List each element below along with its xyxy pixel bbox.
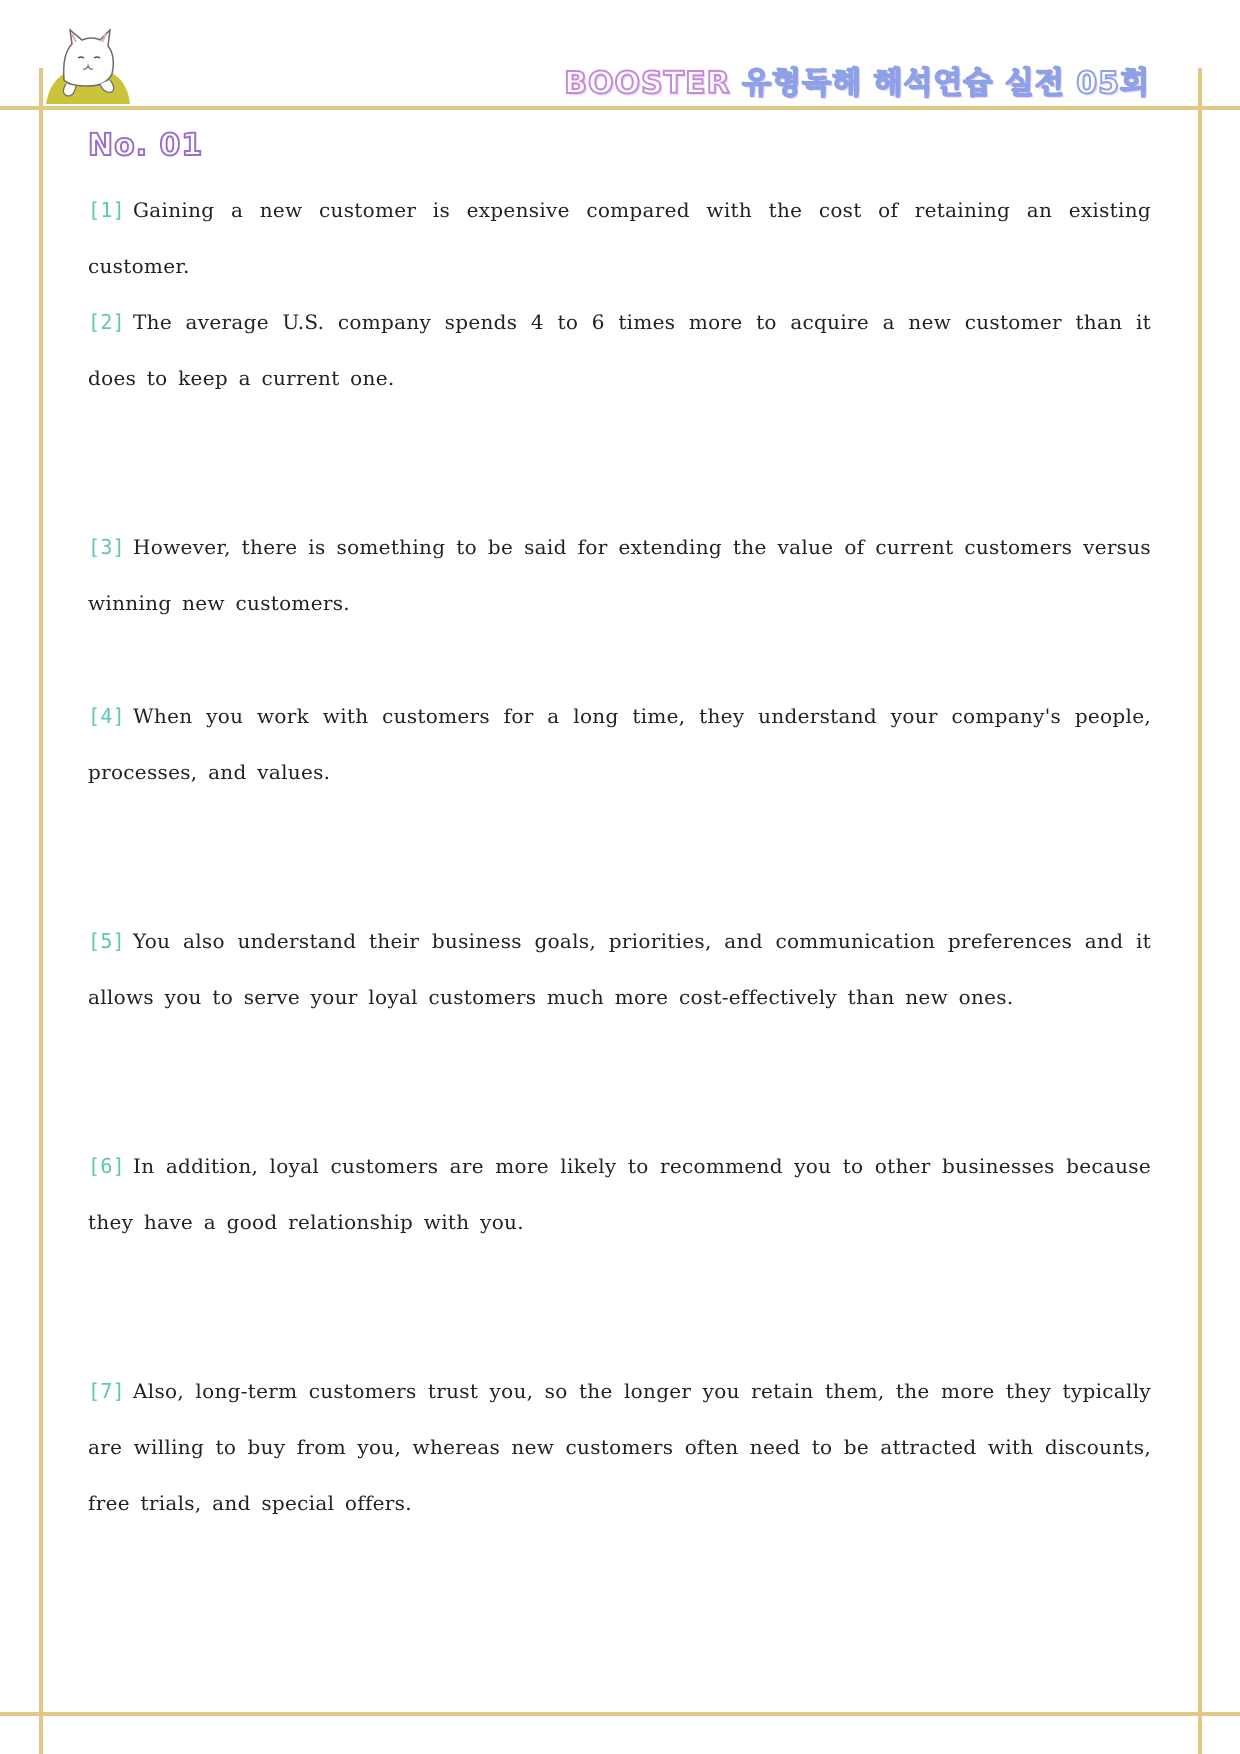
sentence-number: [4]	[88, 704, 126, 728]
sentence-1	[88, 182, 1151, 294]
sentence-4	[88, 688, 1151, 800]
sentence-text: In addition, loyal customers are more likely to recommend you to other businesses because they have a good relationship with you.	[88, 1154, 1151, 1234]
sentence-text: Also, long-term customers trust you, so the longer you retain them, the more they typically are willing to buy from you, whereas new customers often need to be attracted with discounts, free trials, and special offers.	[88, 1379, 1151, 1515]
sentence-number: [5]	[88, 929, 126, 953]
sentence-number: [6]	[88, 1154, 126, 1178]
section-number: No. 01	[88, 128, 204, 163]
sentence-text: When you work with customers for a long time, they understand your company's people, processes, and values.	[88, 704, 1151, 784]
header-rule	[0, 106, 1240, 110]
title-brand: BOOSTER	[564, 66, 731, 101]
sentence-number: [7]	[88, 1379, 126, 1403]
cat-mascot-icon	[42, 24, 134, 104]
sentence-5	[88, 913, 1151, 1025]
sentence-3	[88, 519, 1151, 631]
sentence-text: However, there is something to be said for extending the value of current customers versus winning new customers.	[88, 535, 1151, 615]
sentence-text: You also understand their business goals, priorities, and communication preferences and it allows you to serve your loyal customers much more cost-effectively than new ones.	[88, 929, 1151, 1009]
sentence-2	[88, 294, 1151, 406]
sentence-number: [3]	[88, 535, 126, 559]
sentence-7	[88, 1363, 1151, 1531]
sentence-text: Gaining a new customer is expensive compared with the cost of retaining an existing customer.	[88, 198, 1151, 278]
sentence-text: The average U.S. company spends 4 to 6 times more to acquire a new customer than it does to keep a current one.	[88, 310, 1151, 390]
worksheet-title	[564, 58, 1150, 102]
footer-rule	[0, 1712, 1240, 1716]
title-subtitle: 유형독해 해석연습 실전 05회	[742, 66, 1150, 101]
sentence-number: [2]	[88, 310, 126, 334]
left-border	[39, 68, 43, 1754]
sentence-number: [1]	[88, 198, 126, 222]
right-border	[1198, 68, 1202, 1754]
sentence-6	[88, 1138, 1151, 1250]
